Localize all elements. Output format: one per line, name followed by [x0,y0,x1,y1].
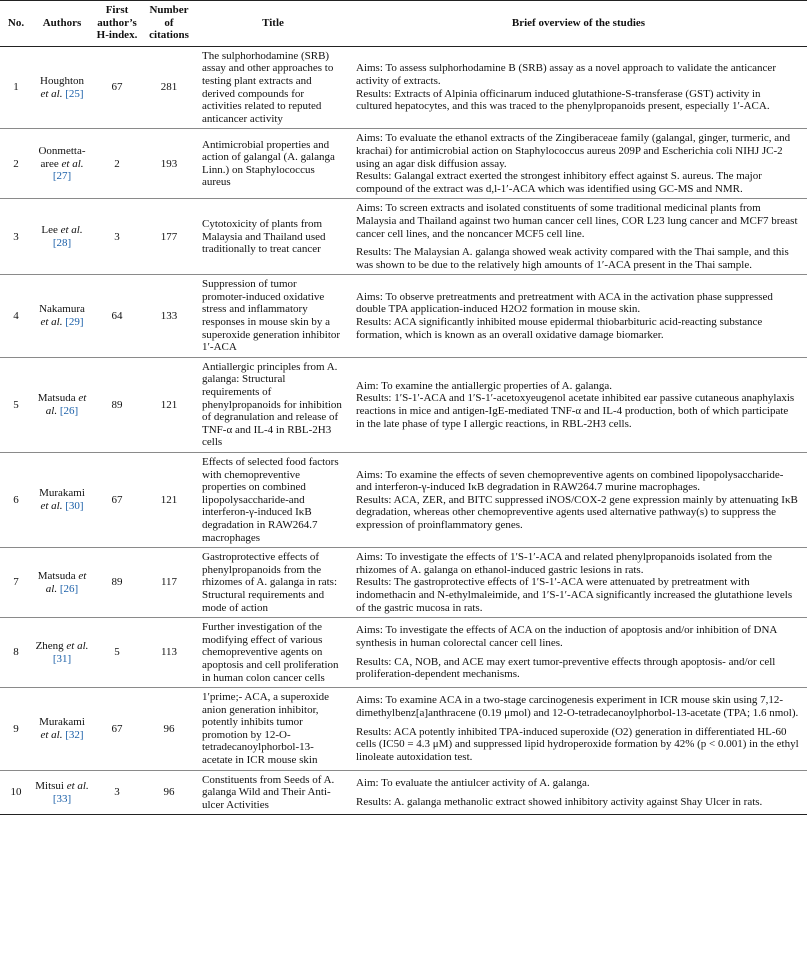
citations-cell: 193 [142,129,196,199]
citations-cell: 96 [142,688,196,771]
author-cell [32,199,92,275]
overview-cell [350,129,807,199]
reference-link[interactable]: [25] [65,87,84,100]
header-no: No. [0,1,32,47]
author-etal: et al. [40,500,63,513]
header-overview: Brief overview of the studies [350,1,807,47]
overview-cell [350,770,807,815]
table-row [0,129,807,199]
reference-link[interactable]: [30] [65,500,84,513]
citations-cell: 96 [142,770,196,815]
overview-aims: Aims: To evaluate the ethanol extracts of the Zingiberaceae family (galangal, ginger, turmeric, and krachai) for antimicrobial action on Staphylococcus aureus 209P and Escherichia coli NIHJ JC-2 using an agar disk diffusion assay. [356,132,791,170]
author-etal: et al. [60,224,83,237]
title-cell: The sulphorhodamine (SRB) assay and other approaches to testing plant extracts and derived compounds for activities related to reputed anticancer activity [196,46,350,129]
overview-cell [350,46,807,129]
table-row [0,275,807,358]
hindex-cell: 89 [92,357,142,452]
overview-results: Results: Galangal extract exerted the strongest inhibitory effect against S. aureus. The major compound of the extract was d,l-1′-ACA which was identified using GC-MS and NMR. [356,170,762,195]
author-etal: et al. [66,779,89,792]
author-etal: et al. [40,728,63,741]
overview-cell [350,548,807,618]
hindex-cell: 5 [92,618,142,688]
author-name: Matsuda [37,570,76,583]
author-cell [32,770,92,815]
table-row [0,770,807,815]
table-row [0,453,807,548]
title-cell: Cytotoxicity of plants from Malaysia and Thailand used traditionally to treat cancer [196,199,350,275]
hindex-cell: 89 [92,548,142,618]
title-cell: 1′prime;- ACA, a superoxide anion generation inhibitor, potently inhibits tumor promotion by 12-O-tetradecanoylphorbol-13-acetate in ICR mouse skin [196,688,350,771]
author-cell [32,453,92,548]
reference-link[interactable]: [29] [65,316,84,329]
row-number: 4 [0,275,32,358]
row-number: 3 [0,199,32,275]
hindex-cell: 3 [92,770,142,815]
hindex-cell: 2 [92,129,142,199]
header-citations: Number of citations [142,1,196,47]
author-cell [32,357,92,452]
reference-link[interactable]: [27] [52,170,72,183]
author-cell [32,129,92,199]
overview-aims: Aims: To investigate the effects of ACA on the induction of apoptosis and/or inhibition of DNA synthesis in human colorectal cancer cell lines. [356,624,777,650]
citations-cell: 117 [142,548,196,618]
overview-aims: Aims: To examine ACA in a two-stage carcinogenesis experiment in ICR mouse skin using 7,12-dimethylbenz[a]anthracene (0.19 μmol) and 12-O-tetradecanoylphorbol-13-acetate (TPA; 1.6 nmol). [356,694,799,719]
citations-cell: 133 [142,275,196,358]
hindex-cell: 67 [92,46,142,129]
overview-results: Results: The gastroprotective effects of 1′S-1′-ACA were attenuated by pretreatment with indomethacin and N-ethylmaleimide, and 1′S-1′-ACA significantly increased the glutathione levels of the gastric mucosa in rats. [356,576,793,614]
overview-results: Results: 1′S-1′-ACA and 1′S-1′-acetoxyeugenol acetate inhibited ear passive cutaneous anaphylaxis reactions in mice and antigen-IgE-mediated TNF-α and IL-4 production, both of which participate in the late phase of type I allergic reactions, in RBL-2H3 cells. [356,392,795,430]
title-cell: Gastroprotective effects of phenylpropanoids from the rhizomes of A. galanga in rats: Structural requirements and mode of action [196,548,350,618]
table-body [0,46,807,815]
author-cell [32,688,92,771]
overview-cell [350,275,807,358]
row-number: 7 [0,548,32,618]
row-number: 8 [0,618,32,688]
table-row [0,688,807,771]
overview-results: Results: ACA, ZER, and BITC suppressed iNOS/COX-2 gene expression mainly by attenuating IκB degradation, whereas other chemopreventive agents used alternative pathway(s) to suppress the expression of proinflammatory genes. [356,493,798,531]
overview-aims: Aims: To screen extracts and isolated constituents of some traditional medicinal plants from Malaysia and Thailand against two human cancer cell lines, COR L23 lung cancer and MCF7 breast cancer cell lines, and the noncancer MCF5 cell line. [356,202,798,240]
author-name: Murakami [39,716,85,729]
citations-cell: 177 [142,199,196,275]
hindex-cell: 64 [92,275,142,358]
row-number: 2 [0,129,32,199]
table-row [0,199,807,275]
reference-link[interactable]: [26] [59,582,79,595]
author-cell [32,275,92,358]
author-etal: et al. [66,640,89,653]
author-etal: et al. [61,157,84,170]
author-name: Murakami [39,487,85,500]
author-cell [32,618,92,688]
table-row [0,618,807,688]
header-authors: Authors [32,1,92,47]
overview-results: Results: CA, NOB, and ACE may exert tumor-preventive effects through apoptosis- and/or cell proliferation-dependent mechanisms. [356,655,776,681]
hindex-cell: 67 [92,688,142,771]
author-cell [32,548,92,618]
author-etal: et al. [40,87,63,100]
overview-cell [350,688,807,771]
overview-results: Results: The Malaysian A. galanga showed weak activity compared with the Thai sample, and this was shown to be due to the relatively high amounts of 1′-ACA present in the Thai sample. [356,246,789,271]
title-cell: Suppression of tumor promoter-induced oxidative stress and inflammatory responses in mouse skin by a superoxide generation inhibitor 1′-ACA [196,275,350,358]
row-number: 5 [0,357,32,452]
header-hindex: First author’s H-index. [92,1,142,47]
overview-aims: Aims: To assess sulphorhodamine B (SRB) assay as a novel approach to validate the anticancer activity of extracts. [356,62,776,87]
overview-cell [350,453,807,548]
citations-cell: 121 [142,453,196,548]
overview-results: Results: A. galanga methanolic extract showed inhibitory activity against Shay Ulcer in rats. [356,795,763,808]
hindex-cell: 67 [92,453,142,548]
citations-cell: 121 [142,357,196,452]
title-cell: Constituents from Seeds of A. galanga Wild and Their Anti-ulcer Activities [196,770,350,815]
author-etal: et al. [40,316,63,329]
overview-aims: Aims: To observe pretreatments and pretreatment with ACA in the activation phase suppressed double TPA application-induced H2O2 formation in mouse skin. [356,290,773,316]
author-name: Houghton [40,74,84,87]
overview-aims: Aims: To investigate the effects of 1′S-1′-ACA and related phenylpropanoids isolated from the rhizomes of A. galanga on ethanol-induced gastric lesions in rats. [356,551,773,576]
citations-cell: 113 [142,618,196,688]
table-row [0,548,807,618]
table-row [0,357,807,452]
overview-aims: Aim: To evaluate the antiulcer activity of A. galanga. [356,776,590,789]
author-name: Matsuda [37,392,76,405]
title-cell: Effects of selected food factors with chemopreventive properties on combined lipopolysaccharide-and interferon-γ-induced IκB degradation in RAW264.7 macrophages [196,453,350,548]
reference-link[interactable]: [28] [52,236,72,249]
overview-results: Results: ACA potently inhibited TPA-induced superoxide (O2) generation in differentiated HL-60 cells (IC50 = 4.3 μM) and suppressed lipid hydroperoxide formation by 42% (p < 0.001) in the ethyl linoleate autoxidation test. [356,725,799,763]
reference-link[interactable]: [26] [59,404,79,417]
author-cell [32,46,92,129]
author-name: Mitsui [35,779,64,792]
reference-link[interactable]: [31] [52,652,72,665]
title-cell: Further investigation of the modifying effect of various chemopreventive agents on apoptosis and cell proliferation in human colon cancer cells [196,618,350,688]
author-name: Nakamura [39,303,85,316]
title-cell: Antiallergic principles from A. galanga: Structural requirements of phenylpropanoids for inhibition of degranulation and release of TNF-α and IL-4 in RBL-2H3 cells [196,357,350,452]
title-cell: Antimicrobial properties and action of galangal (A. galanga Linn.) on Staphylococcus aureus [196,129,350,199]
citations-cell: 281 [142,46,196,129]
overview-cell [350,357,807,452]
author-etal: et al. [45,570,87,595]
overview-results: Results: ACA significantly inhibited mouse epidermal thiobarbituric acid-reacting substance formation, which is known as an overall oxidative damage biomarker. [356,316,763,341]
row-number: 1 [0,46,32,129]
author-etal: et al. [45,392,87,417]
reference-link[interactable]: [32] [65,728,84,741]
row-number: 6 [0,453,32,548]
header-row [0,1,807,47]
author-name: Lee [41,224,58,237]
row-number: 9 [0,688,32,771]
overview-aims: Aims: To examine the effects of seven chemopreventive agents on combined lipopolysaccharide- and interferon-γ-induced IκB degradation in RAW264.7 murine macrophages. [356,468,784,494]
table-row [0,46,807,129]
author-name: Zheng [35,640,64,653]
hindex-cell: 3 [92,199,142,275]
reference-link[interactable]: [33] [52,792,72,805]
header-title: Title [196,1,350,47]
overview-results: Results: Extracts of Alpinia officinarum induced glutathione-S-transferase (GST) activity in cultured hepatocytes, and this was traced to the phenylpropanoids present, especially 1′-ACA. [356,87,770,113]
author-name: Oonmetta-aree [38,144,86,170]
overview-aims: Aim: To examine the antiallergic properties of A. galanga. [356,379,613,392]
overview-cell [350,199,807,275]
overview-cell [350,618,807,688]
row-number: 10 [0,770,32,815]
